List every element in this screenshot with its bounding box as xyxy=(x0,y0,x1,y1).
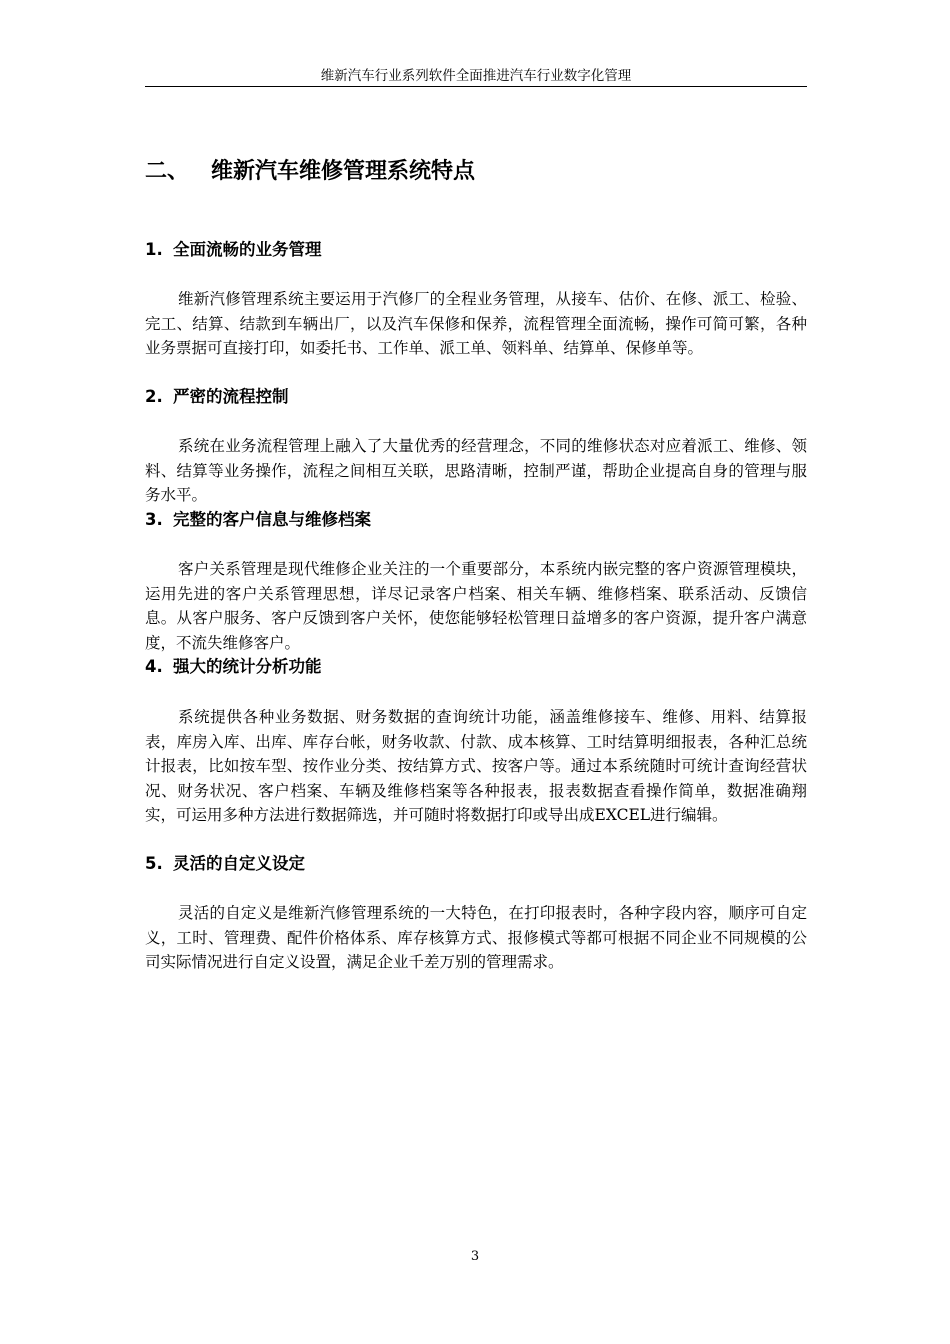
page-number: 3 xyxy=(470,1249,480,1264)
chapter-title xyxy=(145,157,807,187)
section-number: 2. xyxy=(145,387,163,406)
section-paragraph-5: 灵活的自定义是维新汽修管理系统的一大特色，在打印报表时，各种字段内容，顺序可自定义，工时、管理费、配件价格体系、库存核算方式、报修模式等都可根据不同企业不同规模的公司实际情况进行自定义设置，满足企业千差万别的管理需求。 xyxy=(145,904,807,971)
chapter-number: 二、 xyxy=(145,159,190,184)
section-paragraph-1: 维新汽修管理系统主要运用于汽修厂的全程业务管理，从接车、估价、在修、派工、检验、完工、结算、结款到车辆出厂，以及汽车保修和保养，流程管理全面流畅，操作可简可繁，各种业务票据可直接打印，如委托书、工作单、派工单、领料单、结算单、保修单等。 xyxy=(145,290,807,357)
section-number: 4. xyxy=(145,657,163,676)
section-heading-4 xyxy=(145,655,807,679)
section-heading-2 xyxy=(145,385,807,409)
section-number: 5. xyxy=(145,854,163,873)
chapter-title-text: 维新汽车维修管理系统特点 xyxy=(211,159,476,184)
section-heading-5 xyxy=(145,852,807,876)
section-number: 3. xyxy=(145,510,163,529)
section-title: 全面流畅的业务管理 xyxy=(173,240,322,259)
section-title: 灵活的自定义设定 xyxy=(173,854,305,873)
section-number: 1. xyxy=(145,240,163,259)
section-paragraph-4: 系统提供各种业务数据、财务数据的查询统计功能，涵盖维修接车、维修、用料、结算报表，库房入库、出库、库存台帐，财务收款、付款、成本核算、工时结算明细报表，各种汇总统计报表，比如按车型、按作业分类、按结算方式、按客户等。通过本系统随时可统计查询经营状况、财务状况、客户档案、车辆及维修档案等各种报表，报表数据查看操作简单，数据准确翔实，可运用多种方法进行数据筛选，并可随时将数据打印或导出成EXCEL进行编辑。 xyxy=(145,708,807,824)
section-title: 完整的客户信息与维修档案 xyxy=(173,510,371,529)
section-title: 严密的流程控制 xyxy=(173,387,289,406)
section-paragraph-3: 客户关系管理是现代维修企业关注的一个重要部分，本系统内嵌完整的客户资源管理模块，运用先进的客户关系管理思想，详尽记录客户档案、相关车辆、维修档案、联系活动、反馈信息。从客户服务、客户反馈到客户关怀，使您能够轻松管理日益增多的客户资源，提升客户满意度，不流失维修客户。 xyxy=(145,560,807,652)
section-title: 强大的统计分析功能 xyxy=(173,657,322,676)
section-paragraph-2: 系统在业务流程管理上融入了大量优秀的经营理念，不同的维修状态对应着派工、维修、领料、结算等业务操作，流程之间相互关联，思路清晰，控制严谨，帮助企业提高自身的管理与服务水平。 xyxy=(145,437,807,504)
section-heading-1 xyxy=(145,238,807,262)
section-heading-3 xyxy=(145,508,807,532)
running-header: 维新汽车行业系列软件全面推进汽车行业数字化管理 xyxy=(320,68,632,84)
header-divider xyxy=(145,86,807,87)
